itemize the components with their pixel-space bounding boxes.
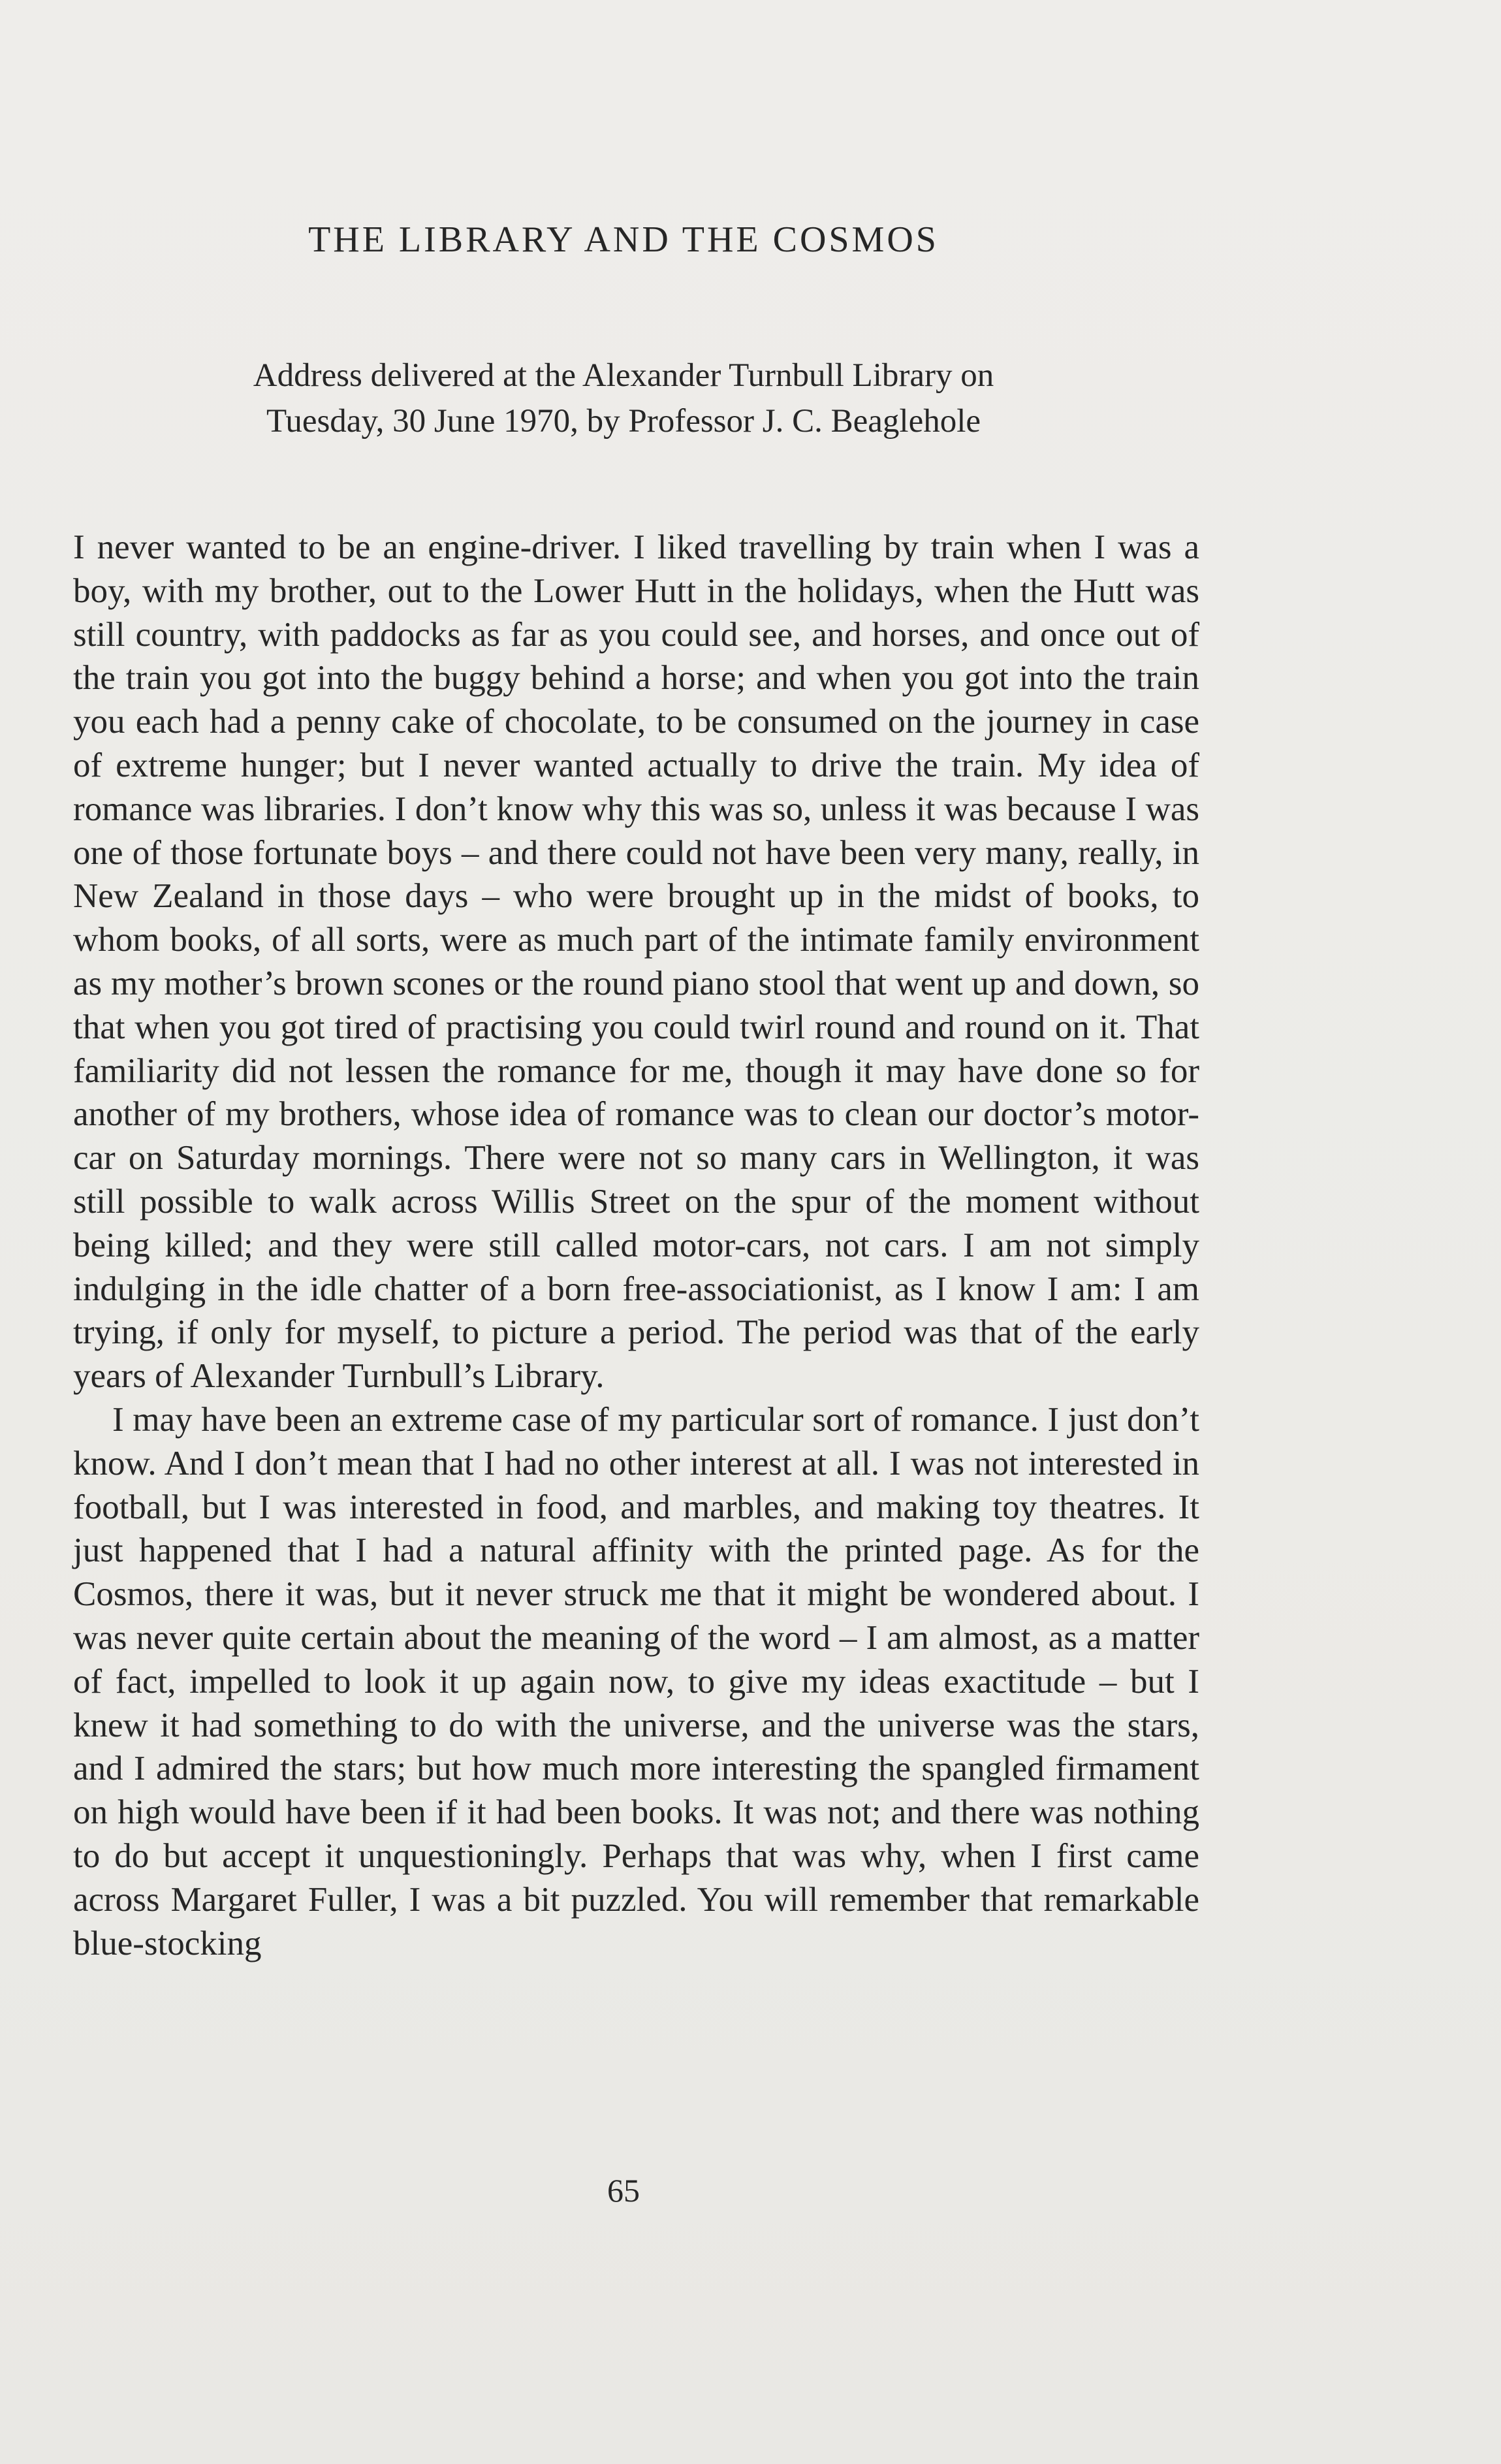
subtitle-line-2: Tuesday, 30 June 1970, by Professor J. C. Beaglehole xyxy=(266,403,981,440)
subtitle-line-1: Address delivered at the Alexander Turnbull Library on xyxy=(253,357,994,394)
paragraph-2: I may have been an extreme case of my particular sort of romance. I just don’t know. And I don’t mean that I had no other interest at all. I was not interested in football, but I was interested in food, and marbles, and making toy theatres. It just happened that I had a natural affinity with the printed page. As for the Cosmos, there it was, but it never struck me that it might be wondered about. I was never quite certain about the meaning of the word – I am almost, as a matter of fact, impelled to look it up again now, to give my ideas exactitude – but I knew it had something to do with the universe, and the universe was the stars, and I admired the stars; but how much more interesting the spangled firmament on high would have been if it had been books. It was not; and there was nothing to do but accept it unquestioningly. Perhaps that was why, when I first came across Margaret Fuller, I was a bit puzzled. You will remember that remarkable blue-stocking xyxy=(73,1400,1199,1962)
page-number: 65 xyxy=(607,2172,640,2209)
subtitle xyxy=(0,353,1247,444)
page-title: THE LIBRARY AND THE COSMOS xyxy=(308,219,939,260)
body-text xyxy=(73,526,1199,1965)
paragraph-1: I never wanted to be an engine-driver. I liked travelling by train when I was a boy, with my brother, out to the Lower Hutt in the holidays, when the Hutt was still country, with paddocks as far as you could see, and horses, and once out of the train you got into the buggy behind a horse; and when you got into the train you each had a penny cake of chocolate, to be consumed on the journey in case of extreme hunger; but I never wanted actually to drive the train. My idea of romance was libraries. I don’t know why this was so, unless it was because I was one of those fortunate boys – and there could not have been very many, really, in New Zealand in those days – who were brought up in the midst of books, to whom books, of all sorts, were as much part of the intimate family environment as my mother’s brown scones or the round piano stool that went up and down, so that when you got tired of practising you could twirl round and round on it. That familiarity did not lessen the romance for me, though it may have done so for another of my brothers, whose idea of romance was to clean our doctor’s motor-car on Saturday mornings. There were not so many cars in Wellington, it was still possible to walk across Willis Street on the spur of the moment without being killed; and they were still called motor-cars, not cars. I am not simply indulging in the idle chatter of a born free-associationist, as I know I am: I am trying, if only for myself, to picture a period. The period was that of the early years of Alexander Turnbull’s Library. xyxy=(73,528,1199,1396)
